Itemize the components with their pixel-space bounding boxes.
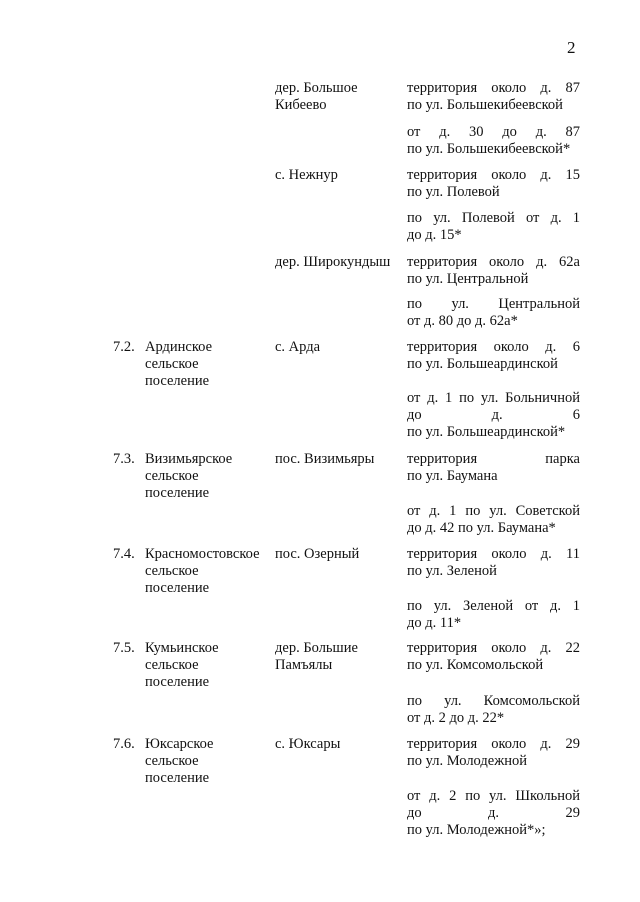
settlement-name: пос. Озерный	[275, 546, 360, 562]
row-number: 7.4.	[113, 546, 135, 562]
row-number: 7.5.	[113, 640, 135, 656]
municipality-name: поселение	[145, 373, 210, 389]
territory-line: по ул. Полевой от д. 1	[407, 210, 580, 226]
municipality-name: поселение	[145, 485, 210, 501]
territory-line: по ул. Центральной	[407, 296, 580, 312]
page-number: 2	[567, 38, 576, 57]
territory-line: территория около д. 29	[407, 736, 580, 752]
territory-line: территория парка	[407, 451, 580, 467]
municipality-name: Визимьярское	[145, 451, 233, 467]
territory-line: территория около д. 87	[407, 80, 580, 96]
municipality-name: сельское	[145, 657, 199, 673]
municipality-name: сельское	[145, 753, 199, 769]
territory-line: по ул. Большеардинской*	[407, 424, 566, 440]
territory-line: по ул. Комсомольской	[407, 657, 544, 673]
territory-line: от д. 80 до д. 62а*	[407, 313, 518, 329]
territory-line: до д. 29	[407, 805, 580, 821]
territory-line: от д. 30 до д. 87	[407, 124, 580, 140]
territory-line: до д. 6	[407, 407, 580, 423]
territory-line: по ул. Баумана	[407, 468, 498, 484]
territory-line: по ул. Центральной	[407, 271, 529, 287]
territory-line: по ул. Комсомольской	[407, 693, 580, 709]
municipality-name: сельское	[145, 356, 199, 372]
territory-line: до д. 11*	[407, 615, 462, 631]
territory-line: территория около д. 22	[407, 640, 580, 656]
territory-line: по ул. Большекибеевской*	[407, 141, 571, 157]
territory-line: от д. 1 по ул. Советской	[407, 503, 580, 519]
territory-line: территория около д. 62а	[407, 254, 580, 270]
settlement-name: дер. Большие	[275, 640, 358, 656]
territory-line: территория около д. 6	[407, 339, 580, 355]
settlement-name: дер. Большое	[275, 80, 358, 96]
territory-line: по ул. Зеленой	[407, 563, 497, 579]
row-number: 7.6.	[113, 736, 135, 752]
municipality-name: Юксарское	[145, 736, 214, 752]
territory-line: по ул. Молодежной	[407, 753, 527, 769]
municipality-name: Ардинское	[145, 339, 213, 355]
settlement-name: дер. Широкундыш	[275, 254, 391, 270]
territory-line: по ул. Большеардинской	[407, 356, 558, 372]
territory-line: территория около д. 15	[407, 167, 580, 183]
settlement-name: Памъялы	[275, 657, 333, 673]
settlement-name: Кибеево	[275, 97, 327, 113]
municipality-name: сельское	[145, 468, 199, 484]
settlement-name: пос. Визимьяры	[275, 451, 375, 467]
settlement-name: с. Юксары	[275, 736, 341, 752]
settlement-name: с. Нежнур	[275, 167, 338, 183]
municipality-name: поселение	[145, 580, 210, 596]
municipality-name: поселение	[145, 770, 210, 786]
row-number: 7.3.	[113, 451, 135, 467]
territory-line: по ул. Зеленой от д. 1	[407, 598, 580, 614]
territory-line: по ул. Молодежной*»;	[407, 822, 546, 838]
municipality-name: Красномостовское	[145, 546, 260, 562]
territory-line: по ул. Полевой	[407, 184, 500, 200]
territory-line: до д. 42 по ул. Баумана*	[407, 520, 556, 536]
municipality-name: поселение	[145, 674, 210, 690]
settlement-name: с. Арда	[275, 339, 321, 355]
territory-line: от д. 1 по ул. Больничной	[407, 390, 580, 406]
territory-line: от д. 2 по ул. Школьной	[407, 788, 580, 804]
territory-line: от д. 2 до д. 22*	[407, 710, 505, 726]
territory-line: территория около д. 11	[407, 546, 580, 562]
territory-line: по ул. Большекибеевской	[407, 97, 563, 113]
territory-line: до д. 15*	[407, 227, 462, 243]
municipality-name: Кумьинское	[145, 640, 219, 656]
municipality-name: сельское	[145, 563, 199, 579]
row-number: 7.2.	[113, 339, 135, 355]
